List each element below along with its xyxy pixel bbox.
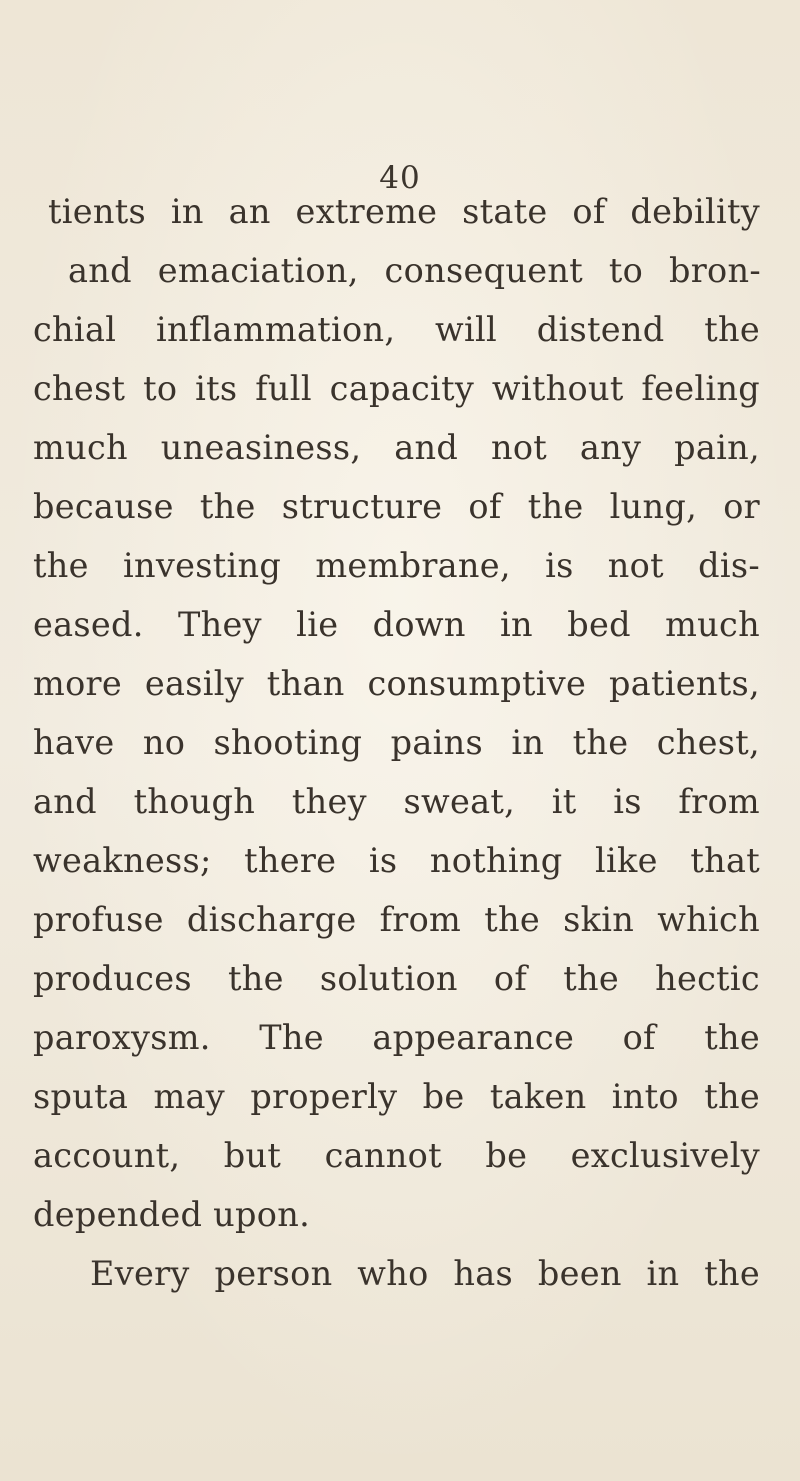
- text-line: weakness; there is nothing like that: [33, 841, 760, 880]
- text-line: profuse discharge from the skin which: [33, 900, 760, 939]
- text-line: tients in an extreme state of debility: [48, 192, 760, 231]
- text-line: depended upon.: [33, 1195, 311, 1234]
- text-line: produces the solution of the hectic: [33, 959, 760, 998]
- text-line: Every person who has been in the: [90, 1254, 760, 1293]
- text-line: the investing membrane, is not dis-: [33, 546, 760, 585]
- page-number: 40: [379, 160, 421, 196]
- text-line: paroxysm. The appearance of the: [33, 1018, 760, 1057]
- text-line: much uneasiness, and not any pain,: [33, 428, 760, 467]
- text-line: and though they sweat, it is from: [33, 782, 760, 821]
- text-line: have no shooting pains in the chest,: [33, 723, 760, 762]
- text-line: account, but cannot be exclusively: [33, 1136, 760, 1175]
- text-line: eased. They lie down in bed much: [33, 605, 760, 644]
- text-line: because the structure of the lung, or: [33, 487, 760, 526]
- text-line: chest to its full capacity without feeling: [33, 369, 760, 408]
- text-line: chial inflammation, will distend the: [33, 310, 760, 349]
- text-line: and emaciation, consequent to bron-: [68, 251, 761, 290]
- text-line: more easily than consumptive patients,: [33, 664, 760, 703]
- text-line: sputa may properly be taken into the: [33, 1077, 760, 1116]
